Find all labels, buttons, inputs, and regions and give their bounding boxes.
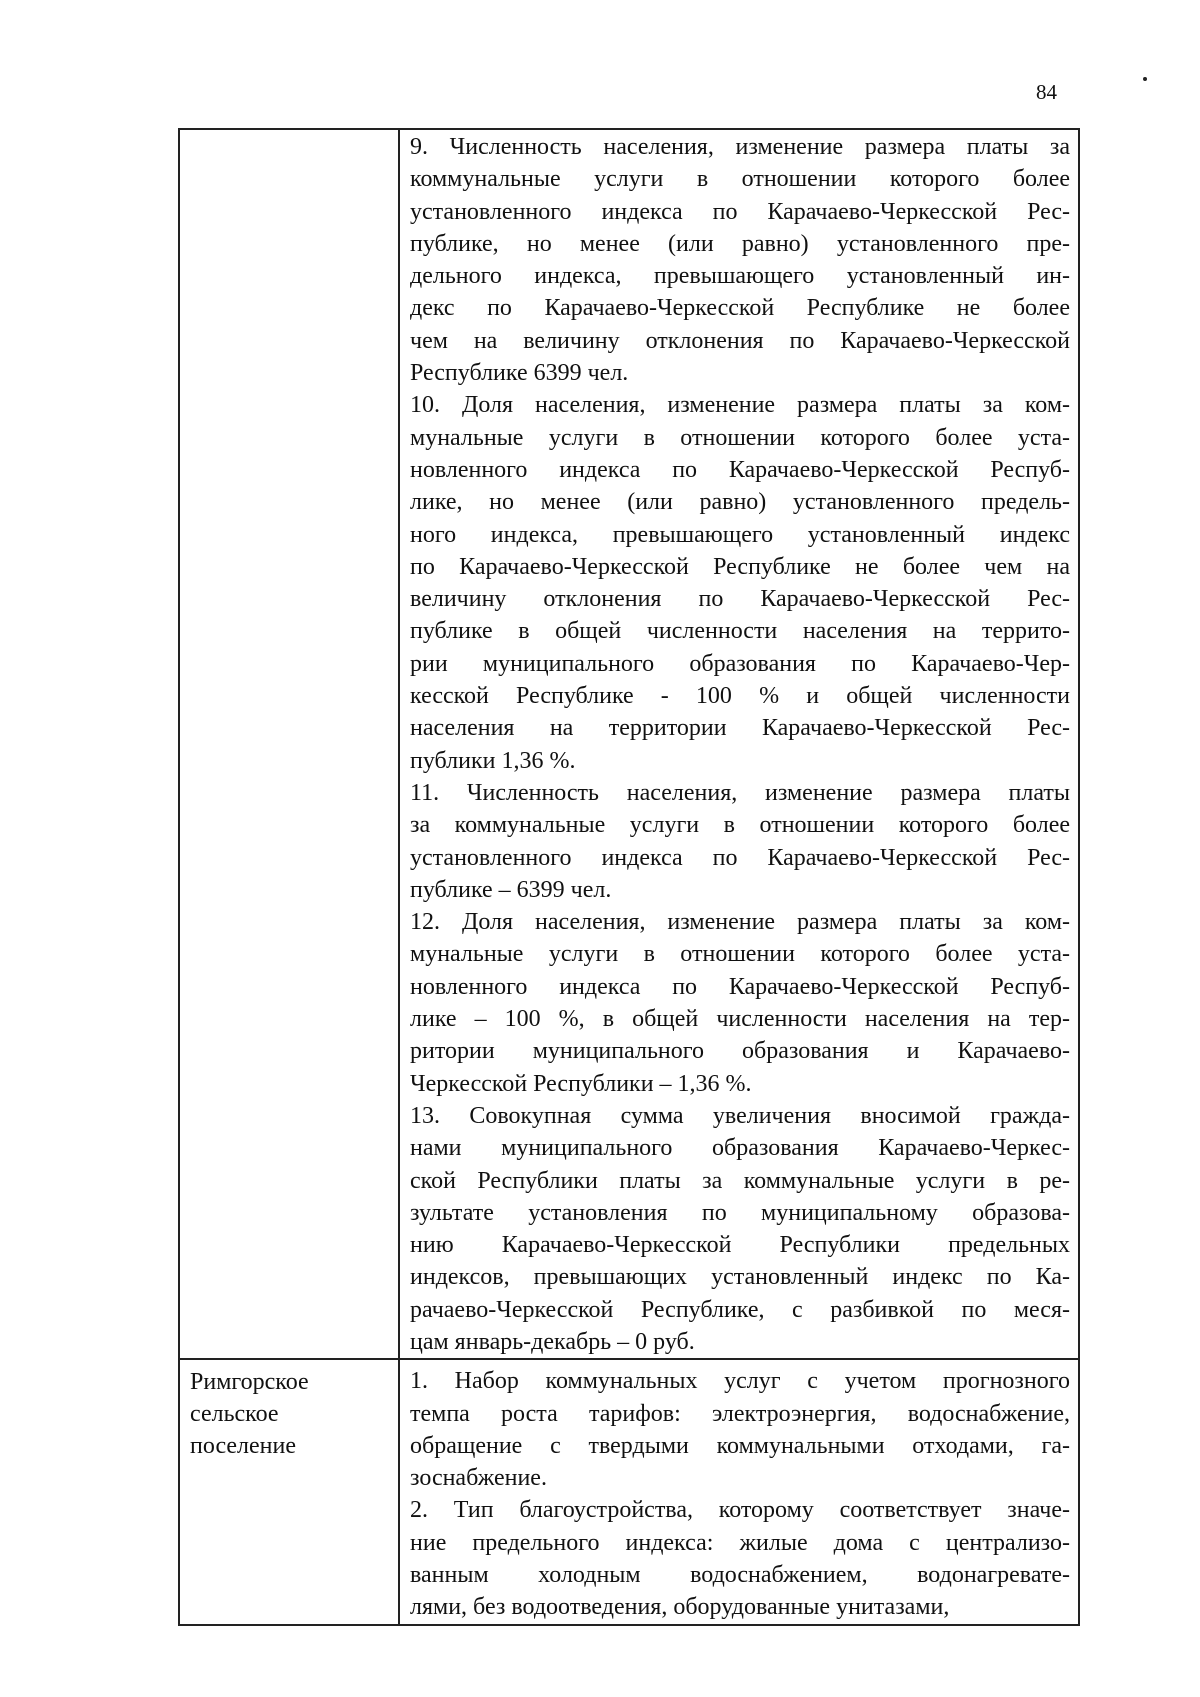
indicator-paragraph bbox=[400, 1360, 1078, 1494]
indicators-cell bbox=[399, 129, 1079, 1359]
text-line: 1. Набор коммунальных услуг с учетом прогнозного bbox=[410, 1368, 1070, 1395]
text-line: населения на территории Карачаево-Черкесской Рес- bbox=[410, 715, 1070, 742]
indicator-paragraph bbox=[400, 130, 1078, 389]
municipality-name-line: Римгорское bbox=[190, 1369, 309, 1396]
text-line: за коммунальные услуги в отношении которого более bbox=[410, 812, 1070, 839]
text-line: 10. Доля населения, изменение размера платы за ком- bbox=[410, 392, 1070, 419]
text-line: цам январь-декабрь – 0 руб. bbox=[410, 1328, 695, 1355]
indicator-paragraph bbox=[400, 1494, 1078, 1623]
text-line: мунальные услуги в отношении которого более уста- bbox=[410, 424, 1070, 451]
text-line: по Карачаево-Черкесской Республике не более чем на bbox=[410, 553, 1070, 580]
indicators-cell bbox=[399, 1359, 1079, 1624]
text-line: нию Карачаево-Черкесской Республики предельных bbox=[410, 1232, 1070, 1259]
municipality-name-line: поселение bbox=[190, 1433, 297, 1460]
municipality-cell bbox=[179, 1359, 399, 1624]
text-line: Республике 6399 чел. bbox=[410, 360, 629, 387]
text-line: публике, но менее (или равно) установленного пре- bbox=[410, 230, 1070, 257]
text-line: рии муниципального образования по Карачаево-Чер- bbox=[410, 650, 1070, 677]
text-line: зультате установления по муниципальному образова- bbox=[410, 1199, 1070, 1226]
text-line: ванным холодным водоснабжением, водонагревате- bbox=[410, 1562, 1070, 1589]
text-line: индексов, превышающих установленный индекс по Ка- bbox=[410, 1264, 1070, 1291]
page-number: 84 bbox=[1036, 80, 1057, 104]
text-line: темпа роста тарифов: электроэнергия, водоснабжение, bbox=[410, 1400, 1070, 1427]
text-line: рачаево-Черкесской Республике, с разбивкой по меся- bbox=[410, 1296, 1070, 1323]
text-line: новленного индекса по Карачаево-Черкесской Респуб- bbox=[410, 973, 1070, 1000]
text-line: ние предельного индекса: жилые дома с централизо- bbox=[410, 1529, 1070, 1556]
text-line: дельного индекса, превышающего установленный ин- bbox=[410, 263, 1070, 290]
text-line: 12. Доля населения, изменение размера платы за ком- bbox=[410, 909, 1070, 936]
municipality-name-line: сельское bbox=[190, 1401, 279, 1428]
text-line: установленного индекса по Карачаево-Черкесской Рес- bbox=[410, 844, 1070, 871]
text-line: чем на величину отклонения по Карачаево-Черкесской bbox=[410, 327, 1070, 354]
text-line: мунальные услуги в отношении которого более уста- bbox=[410, 941, 1070, 968]
text-line: публики 1,36 %. bbox=[410, 747, 576, 774]
text-line: ного индекса, превышающего установленный индекс bbox=[410, 521, 1070, 548]
text-line: нами муниципального образования Карачаево-Черкес- bbox=[410, 1135, 1070, 1162]
text-line: ритории муниципального образования и Карачаево- bbox=[410, 1038, 1070, 1065]
indicator-paragraph bbox=[400, 777, 1078, 906]
text-line: лике, но менее (или равно) установленного предель- bbox=[410, 489, 1070, 516]
text-line: новленного индекса по Карачаево-Черкесской Респуб- bbox=[410, 456, 1070, 483]
text-line: обращение с твердыми коммунальными отходами, га- bbox=[410, 1432, 1070, 1459]
text-line: 9. Численность населения, изменение размера платы за bbox=[410, 134, 1070, 160]
indicator-paragraph bbox=[400, 1100, 1078, 1358]
municipality-cell bbox=[179, 129, 399, 1359]
text-line: лями, без водоотведения, оборудованные унитазами, bbox=[410, 1594, 950, 1621]
text-line: ской Республики платы за коммунальные услуги в ре- bbox=[410, 1167, 1070, 1194]
indicator-paragraph bbox=[400, 389, 1078, 777]
text-line: установленного индекса по Карачаево-Черкесской Рес- bbox=[410, 198, 1070, 225]
document-table bbox=[178, 128, 1080, 1626]
text-line: декс по Карачаево-Черкесской Республике не более bbox=[410, 295, 1070, 322]
indicator-paragraph bbox=[400, 906, 1078, 1100]
text-line: кесской Республике - 100 % и общей численности bbox=[410, 683, 1070, 710]
text-line: публике – 6399 чел. bbox=[410, 876, 612, 903]
text-line: публике в общей численности населения на террито- bbox=[410, 618, 1070, 645]
text-line: величину отклонения по Карачаево-Черкесской Рес- bbox=[410, 586, 1070, 613]
text-line: зоснабжение. bbox=[410, 1465, 547, 1492]
text-line: коммунальные услуги в отношении которого более bbox=[410, 166, 1070, 193]
text-line: 2. Тип благоустройства, которому соответствует значе- bbox=[410, 1497, 1070, 1524]
scan-artifact-dot bbox=[1143, 77, 1147, 81]
text-line: 11. Численность населения, изменение размера платы bbox=[410, 779, 1070, 806]
text-line: Черкесской Республики – 1,36 %. bbox=[410, 1070, 752, 1097]
text-line: 13. Совокупная сумма увеличения вносимой гражда- bbox=[410, 1102, 1070, 1129]
table-row bbox=[179, 129, 1079, 1359]
text-line: лике – 100 %, в общей численности населения на тер- bbox=[410, 1006, 1070, 1033]
table-row bbox=[179, 1359, 1079, 1624]
